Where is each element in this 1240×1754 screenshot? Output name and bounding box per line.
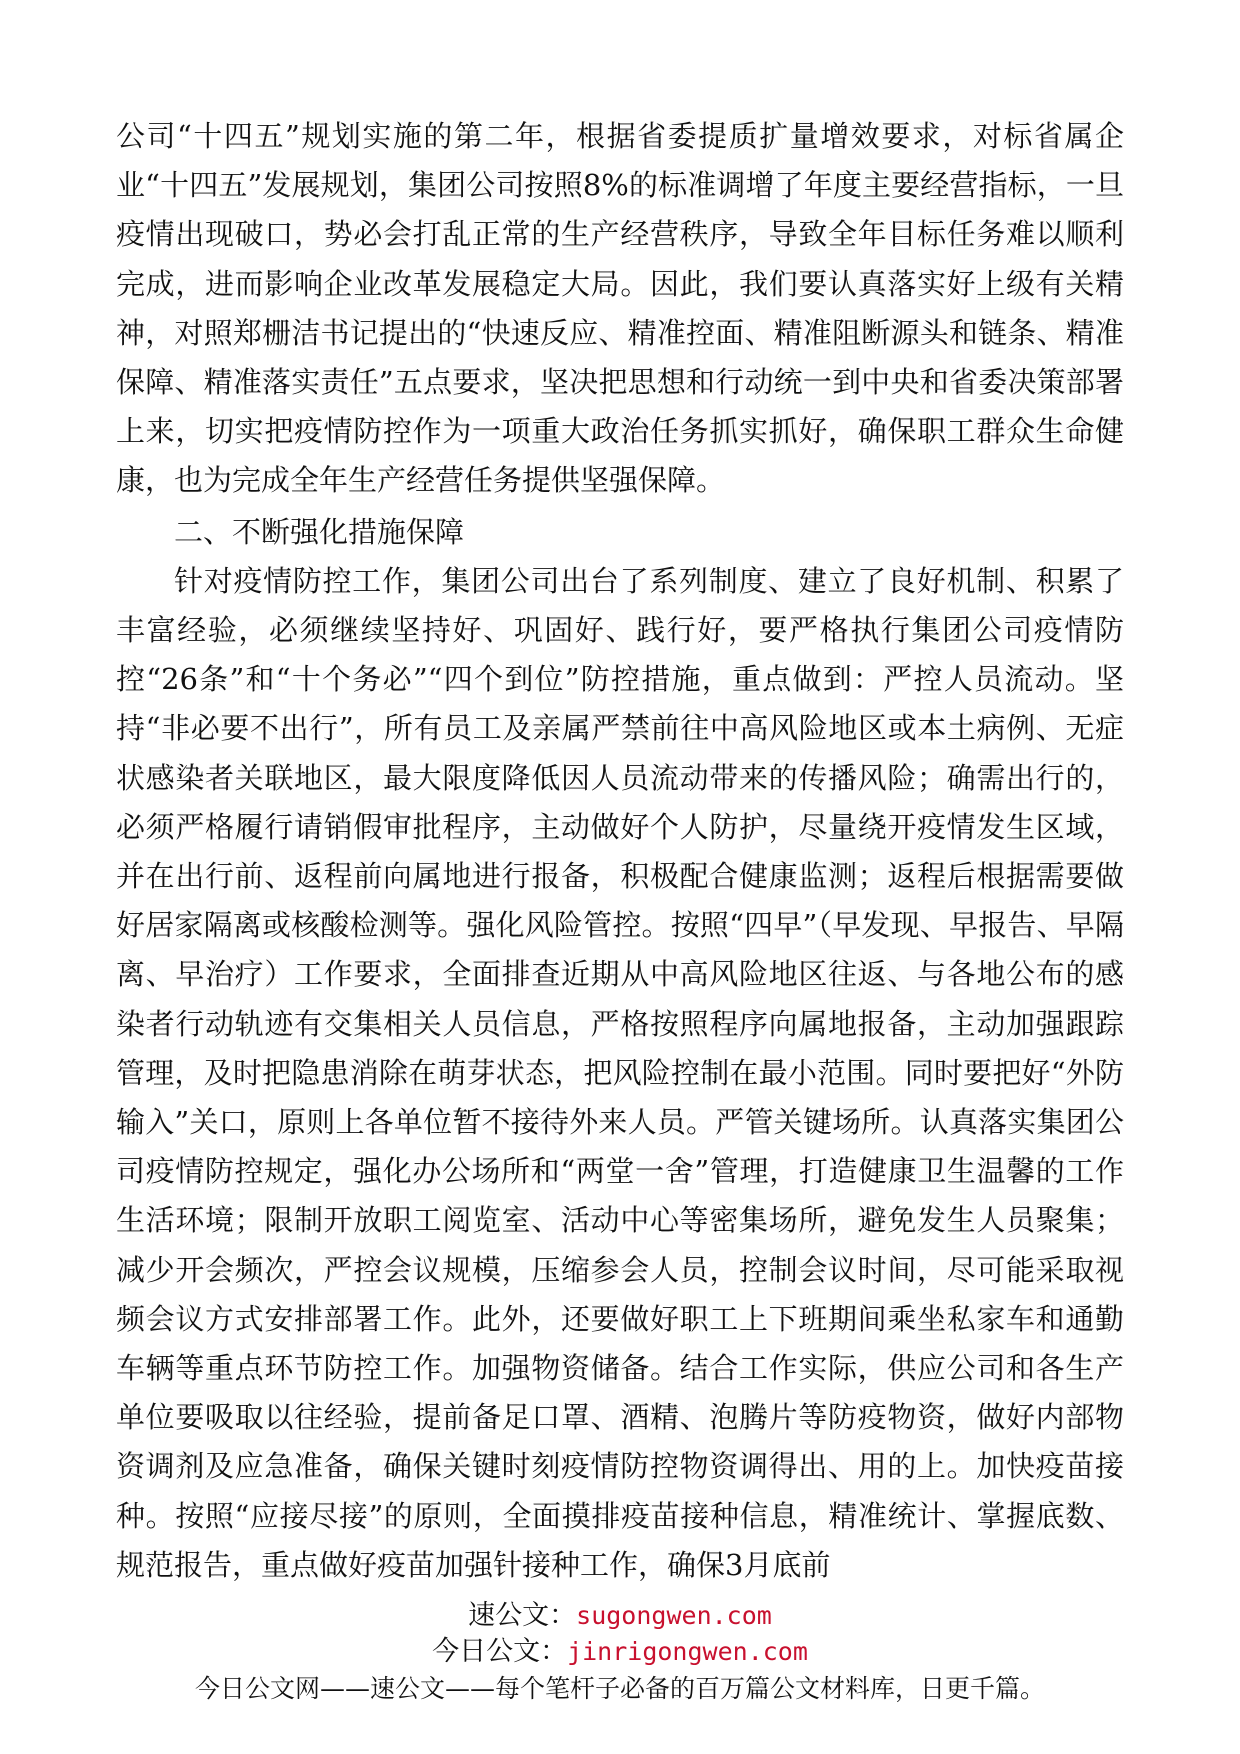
section-heading: 二、不断强化措施保障 — [174, 514, 465, 549]
footer-slogan: 今日公文网——速公文——每个笔杆子必备的百万篇公文材料库，日更千篇。 — [194, 1674, 1045, 1703]
footer-line-jinrigongwen — [0, 1634, 1240, 1670]
paragraph-measures: 针对疫情防控工作，集团公司出台了系列制度、建立了良好机制、积累了丰富经验，必须继续坚持好、巩固好、践行好，要严格执行集团公司疫情防控“26条”和“十个务必”“四个到位”防控措施，重点做到：严控人员流动。坚持“非必要不出行”，所有员工及亲属严禁前往中高风险地区或本土病例、无症状感染者关联地区，最大限度降低因人员流动带来的传播风险；确需出行的，必须严格履行请销假审批程序，主动做好个人防护，尽量绕开疫情发生区域，并在出行前、返程前向属地进行报备，积极配合健康监测；返程后根据需要做好居家隔离或核酸检测等。强化风险管控。按照“四早”（早发现、早报告、早隔离、早治疗）工作要求，全面排查近期从中高风险地区往返、与各地公布的感染者行动轨迹有交集相关人员信息，严格按照程序向属地报备，主动加强跟踪管理，及时把隐患消除在萌芽状态，把风险控制在最小范围。同时要把好“外防输入”关口，原则上各单位暂不接待外来人员。严管关键场所。认真落实集团公司疫情防控规定，强化办公场所和“两堂一舍”管理，打造健康卫生温馨的工作生活环境；限制开放职工阅览室、活动中心等密集场所，避免发生人员聚集；减少开会频次，严控会议规模，压缩参会人员，控制会议时间，尽可能采取视频会议方式安排部署工作。此外，还要做好职工上下班期间乘坐私家车和通勤车辆等重点环节防控工作。加强物资储备。结合工作实际，供应公司和各生产单位要吸取以往经验，提前备足口罩、酒精、泡腾片等防疫物资，做好内部物资调剂及应急准备，确保关键时刻疫情防控物资调得出、用的上。加快疫苗接种。按照“应接尽接”的原则，全面摸排疫苗接种信息，精准统计、掌握底数、规范报告，重点做好疫苗加强针接种工作，确保3月底前 — [116, 563, 1124, 1582]
footer-link-sugongwen[interactable]: sugongwen.com — [576, 1601, 772, 1630]
footer-line-sugongwen — [0, 1598, 1240, 1634]
footer-link-jinrigongwen[interactable]: jinrigongwen.com — [567, 1637, 808, 1666]
paragraph-continuation: 公司“十四五”规划实施的第二年，根据省委提质扩量增效要求，对标省属企业“十四五”发展规划，集团公司按照8%的标准调增了年度主要经营指标，一旦疫情出现破口，势必会打乱正常的生产经营秩序，导致全年目标任务难以顺利完成，进而影响企业改革发展稳定大局。因此，我们要认真落实好上级有关精神，对照郑栅洁书记提出的“快速反应、精准控面、精准阻断源头和链条、精准保障、精准落实责任”五点要求，坚决把思想和行动统一到中央和省委决策部署上来，切实把疫情防控作为一项重大政治任务抓实抓好，确保职工群众生命健康，也为完成全年生产经营任务提供坚强保障。 — [116, 119, 1124, 498]
watermark-footer — [0, 1598, 1240, 1706]
document-body — [116, 112, 1124, 1590]
footer-label-jinrigongwen: 今日公文： — [432, 1636, 568, 1667]
footer-label-sugongwen: 速公文： — [468, 1600, 577, 1631]
